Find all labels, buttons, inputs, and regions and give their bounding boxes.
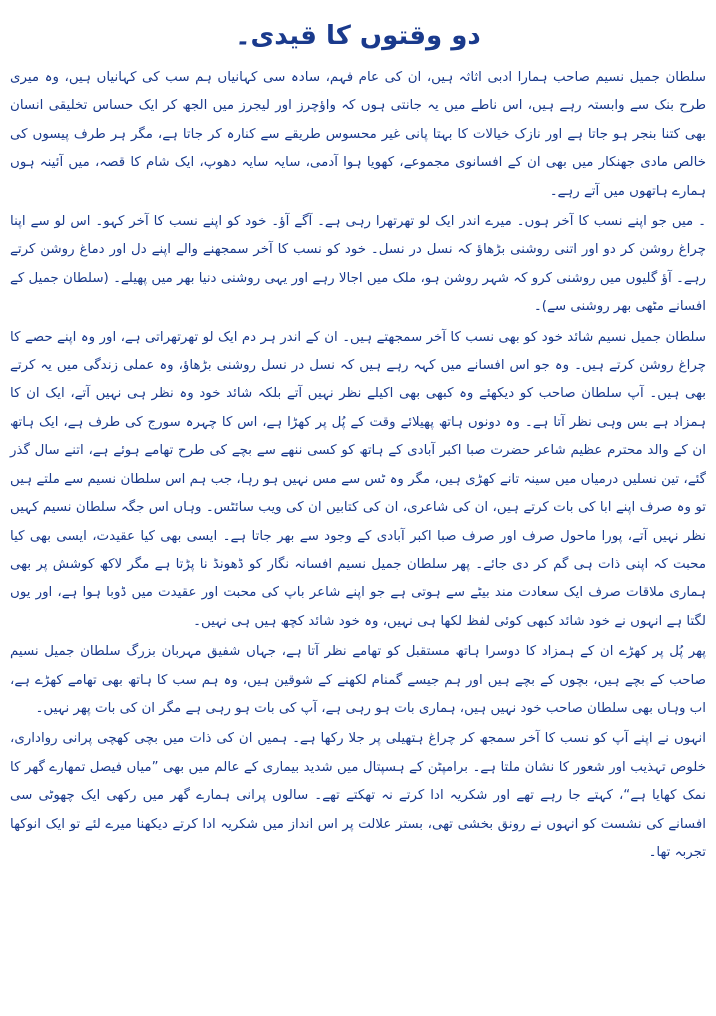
page-title: دو وقتوں کا قیدی۔	[235, 21, 481, 51]
paragraph-5: انہوں نے اپنے آپ کو نسب کا آخر سمجھ کر چراغ ہتھیلی پر جلا رکھا ہے۔ ہمیں ان کی ذات میں بچی کھچی پرانی رواداری، خلوص تہذیب اور شعور کا نشان ملتا ہے۔ برامپٹن کے ہسپتال میں شدید بیماری کے عالم میں بھی ”میاں فیصل تمھارے گھر کا نمک کھایا ہے“، کہتے جا رہے تھے اور شکریہ ادا کرتے نہ تھکتے تھے۔ سالوں پرانی ہمارے گھر میں رکھی ایک چھوٹی سی افسانے کی نشست کو انہوں نے رونق بخشی تھی، بستر علالت پر اس انداز میں شکریہ ادا کرتے دیکھنا میرے لئے تو ایک انوکھا تجربہ تھا۔	[10, 731, 706, 860]
article-body	[10, 64, 706, 867]
paragraph-4: پھر پُل پر کھڑے ان کے ہمزاد کا دوسرا ہاتھ مستقبل کو تھامے نظر آتا ہے، جہاں شفیق مہربان بزرگ سلطان جمیل نسیم صاحب کے بچے ہیں، بچوں کے بچے ہیں اور ہم جیسے گمنام لکھنے کے شوقین ہیں، وہ ہم سب کا ہاتھ بھی تھامے کھڑے ہے، اب وہاں بھی سلطان صاحب خود نہیں ہیں، ہماری بات ہو رہی ہے، آپ کی بات ہو رہی ہے مگر ان کی بات پھر نہیں۔	[10, 644, 706, 716]
paragraph-1: سلطان جمیل نسیم صاحب ہمارا ادبی اثاثہ ہیں، ان کی عام فہم، سادہ سی کہانیاں ہم سب کی کہانیاں ہیں، وہ میری طرح بنک سے وابستہ رہے ہیں، اس ناطے میں یہ جانتی ہوں کہ واؤچرز اور لیجرز میں الجھ کر ایک حساس تخلیقی انسان بھی کتنا بنجر ہو جاتا ہے اور نازک خیالات کا بہتا پانی غیر محسوس طریقے سے کنارہ کر جاتا ہے، مگر ہر طرف پیسوں کی خالص مادی جھنکار میں بھی ان کے افسانوی مجموعے، کھویا ہوا آدمی، سایہ سایہ دھوپ، ایک شام کا قصہ، میں آئینہ ہوں ہمارے ہاتھوں میں آتے رہے۔	[10, 70, 706, 199]
paragraph-3: سلطان جمیل نسیم شائد خود کو بھی نسب کا آخر سمجھتے ہیں۔ ان کے اندر ہر دم ایک لو تھرتھراتی ہے، اور وہ اپنے حصے کا چراغ روشن کرتے ہیں۔ وہ جو اس افسانے میں کہہ رہے ہیں کہ نسل در نسل روشنی بڑھاؤ، وہ عملی زندگی میں یہ کرتے بھی ہیں۔ آپ سلطان صاحب کو دیکھئے وہ کبھی بھی اکیلے نظر نہیں آتے بلکہ شائد خود وہ نظر ہی نہیں آتے، ایک ان کا ہمزاد ہے بس وہی نظر آتا ہے۔ وہ دونوں ہاتھ پھیلائے وقت کے پُل پر کھڑا ہے، اس کا چہرہ سورج کی طرف ہے، ایک ہاتھ ان کے والد محترم عظیم شاعر حضرت صبا اکبر آبادی کے ہاتھ کو کسی ننھے سے بچے کی طرح تھامے ہوئے ہے، اتنے سال گذر گئے، تین نسلیں درمیاں میں سینہ تانے کھڑی ہیں، مگر وہ ٹس سے مس نہیں ہو رہا، جب ہم اس سلطان نسیم سے ملتے ہیں تو وہ صرف اپنے ابا کی بات کرتے ہیں، ان کی شاعری، ان کی کتابیں ان کی ویب سائٹس۔ وہاں اس جگہ سلطان نسیم کہیں نظر نہیں آتے، پورا ماحول صرف اور صرف صبا اکبر آبادی کے وجود سے بھر جاتا ہے۔ ایسی بھی کیا عقیدت، ایسی بھی کیا محبت کہ اپنی ذات ہی گم کر دی جائے۔ پھر سلطان جمیل نسیم افسانہ نگار کو ڈھونڈ نا پڑتا ہے مگر لاکھ کوشش پر بھی ہماری ملاقات صرف ایک سعادت مند بیٹے سے ہوتی ہے جو اپنے شاعر باپ کی محبت اور عقیدت میں ڈوبا ہوا ہے، اور یوں لگتا ہے انہوں نے خود شائد کبھی کوئی لفظ لکھا ہی نہیں، وہ خود شائد کچھ ہیں ہی نہیں۔	[10, 329, 706, 629]
paragraph-2-quote: ۔ میں جو اپنے نسب کا آخر ہوں۔ میرے اندر ایک لو تھرتھرا رہی ہے۔ آگے آؤ۔ خود کو اپنے نسب کا آخر کہو۔ اس لو سے اپنا چراغ روشن کر دو اور اتنی روشنی بڑھاؤ کہ نسل در نسل۔ خود کو نسب کا آخر سمجھنے والے اپنے دل اور دماغ روشن کرتے رہے۔ آؤ گلیوں میں روشنی کرو کہ شہر روشن ہو، ملک میں اجالا رہے اور یہی روشنی دنیا بھر میں پھیلے۔ (سلطان جمیل کے افسانے مٹھی بھر روشنی سے)۔	[10, 214, 706, 315]
